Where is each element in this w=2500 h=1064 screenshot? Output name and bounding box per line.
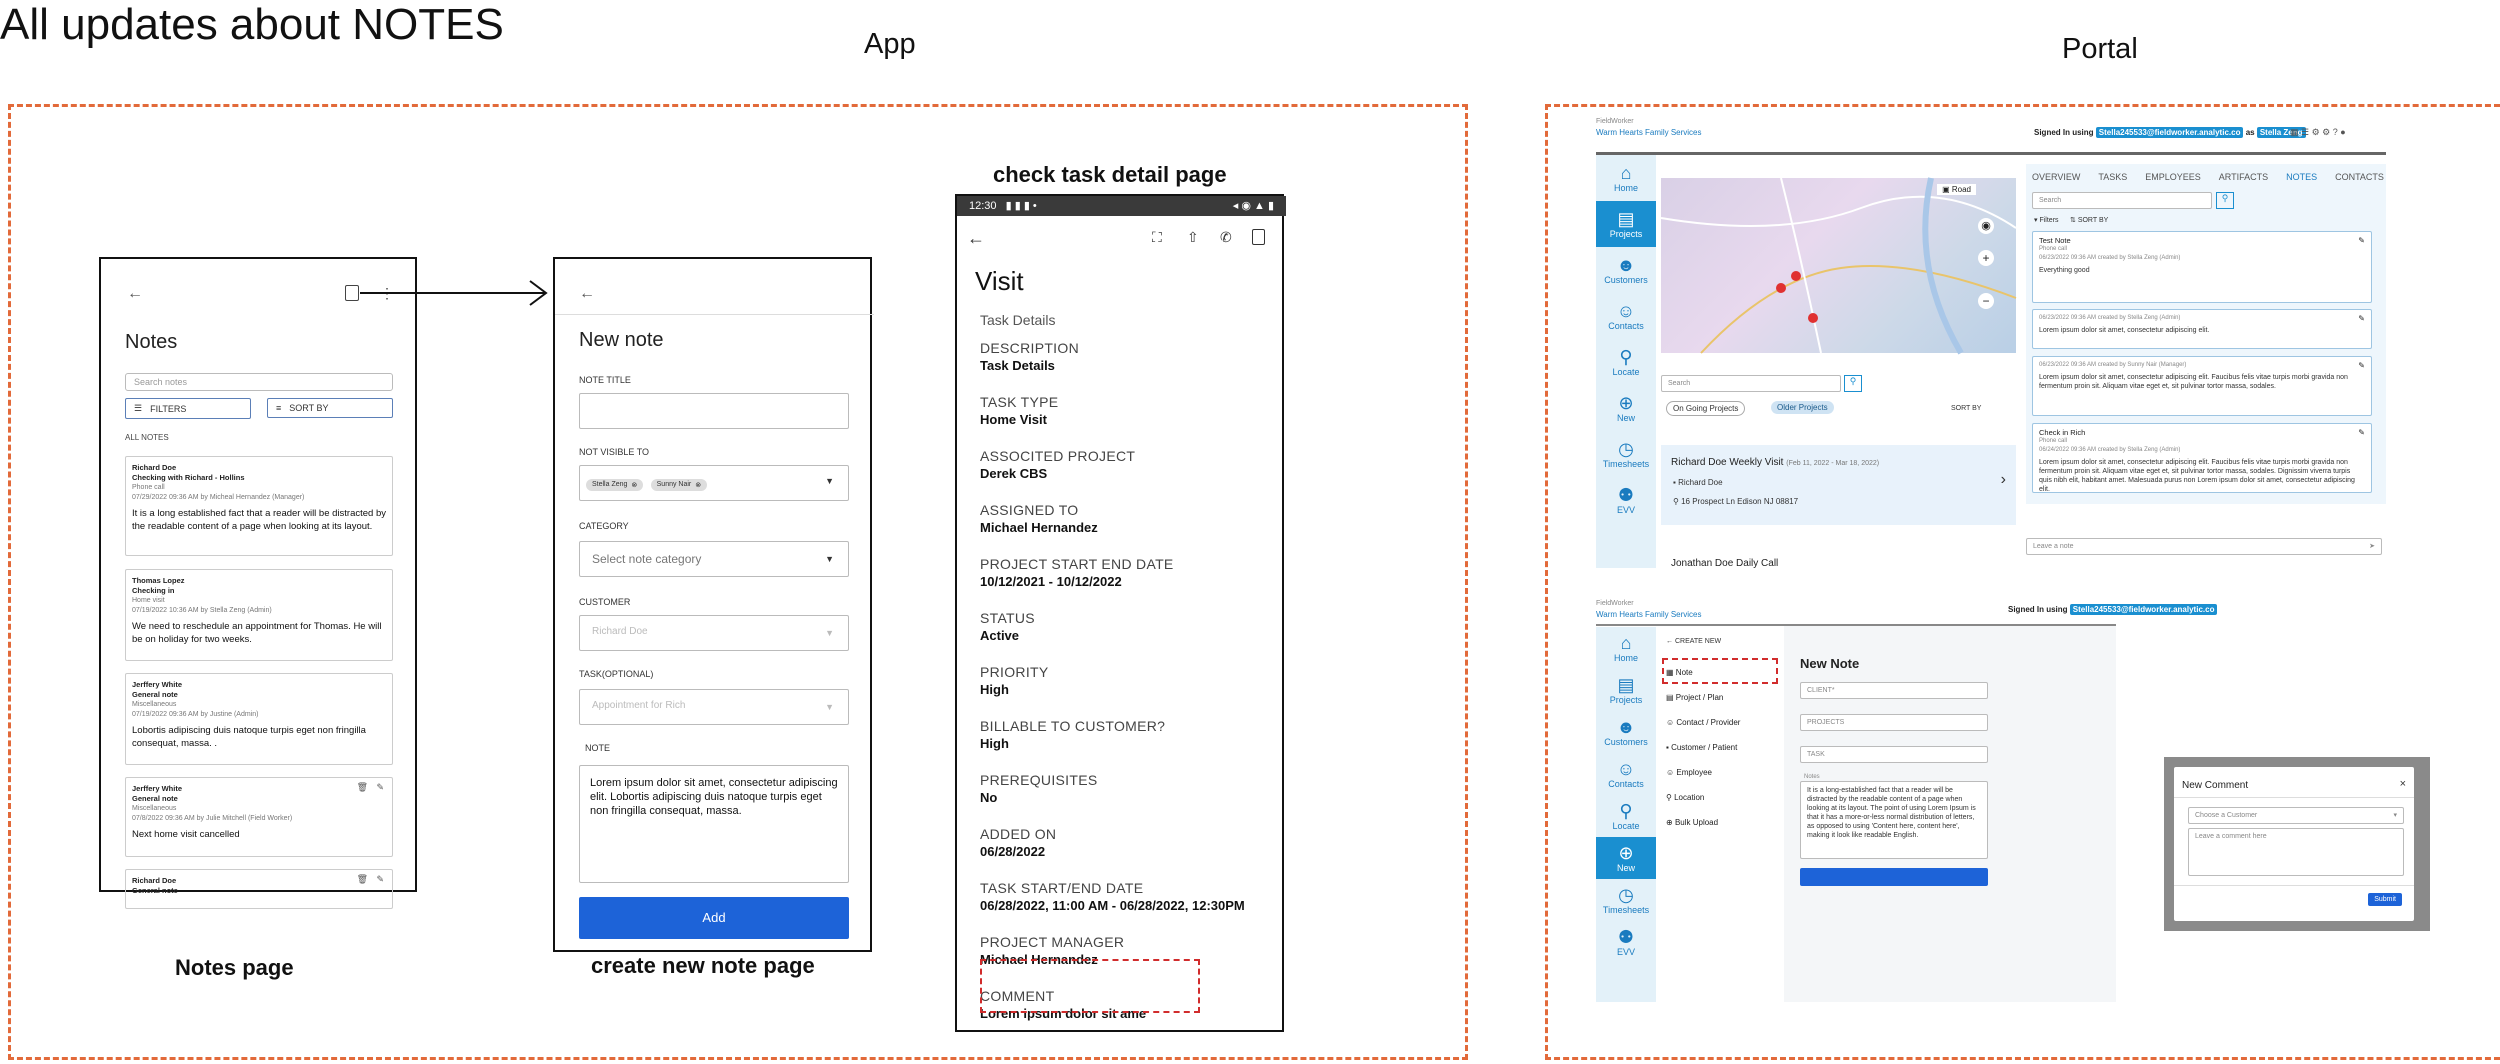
project-customer: ▪ Richard Doe [1673,478,1723,487]
create-menu [1666,660,1740,835]
brand: FieldWorker [1596,118,1634,125]
note-card[interactable]: Jerffery White General note Miscellaneous 07/19/2022 09:36 AM by Justine (Admin) Lobortis adipiscing duis natoque turpis eget non fringilla consequat, massa. . [125,673,393,765]
locate-icon: ⚲ [1619,347,1633,367]
customer-icon: ▪ [1666,743,1669,752]
not-visible-label: NOT VISIBLE TO [579,447,650,457]
visit-field-label: BILLABLE TO CUSTOMER? [980,718,1166,734]
new-note-caption: create new note page [591,953,815,978]
visit-field-label: TASK TYPE [980,394,1059,410]
tab-contacts[interactable]: CONTACTS [2335,172,2384,182]
new-note-heading: New note [579,329,664,351]
visit-field-label: ADDED ON [980,826,1057,842]
note-card[interactable]: Test Note Phone call 06/23/2022 09:36 AM created by Stella Zeng (Admin) Everything good ✎ [2032,231,2372,303]
visit-field-value: No [980,790,998,805]
tab-artifacts[interactable]: ARTIFACTS [2218,172,2269,182]
visit-field-value: Lorem ipsum dolor sit ame [980,1006,1147,1021]
comment-textarea[interactable]: Leave a comment here [2188,828,2404,876]
home-icon: ⌂ [1620,163,1632,183]
visit-field-value: Michael Hernandez [980,520,1098,535]
dropdown-caret-icon: ▾ [2393,812,2397,819]
note-label: NOTE [585,743,611,753]
visit-field-value: 06/28/2022 [980,844,1046,859]
plus-icon: ⊕ [1618,843,1634,863]
new-note-icon[interactable] [345,285,359,301]
filter-icon: ☰ [134,403,143,413]
visit-field-value: 10/12/2021 - 10/12/2022 [980,574,1122,589]
portal-section-title: Portal [2062,33,2138,65]
sidebar [1596,627,1656,1002]
locate-me-icon[interactable]: ◉ [1978,218,1994,234]
leave-note-input[interactable]: Leave a note ➤ [2026,538,2382,555]
customers-icon: ☻ [1616,255,1636,275]
remove-chip-icon[interactable]: ⊗ [631,481,638,489]
visit-field-value: 06/28/2022, 11:00 AM - 06/28/2022, 12:30PM [980,898,1245,913]
notes-phone [99,257,417,895]
create-new-header: ← CREATE NEW [1666,638,1722,645]
create-item-project[interactable]: ▤ Project / Plan [1666,693,1724,702]
portal-project-screen [1596,118,2386,568]
older-projects-toggle[interactable]: Older Projects [1771,401,1834,414]
task-label: TASK(OPTIONAL) [579,669,654,679]
note-card[interactable]: Check in Rich Phone call 06/24/2022 09:36 AM created by Stella Zeng (Admin) Lorem ipsum dolor sit amet, consectetur adipiscing elit. Faucibus felis vitae turpis morbi gravida non fermentum proin sit. Aliquam vitae eget et, sit pulvinar tortor massa, sodales. Dignissim viverra turpis quis nibh elit, habitant amet. Malesuada purus non Lorem ipsum dolor sit amet, consectetur adipiscing elit. ✎ [2032,423,2372,493]
sidebar-item-projects[interactable]: ▤ Projects [1596,201,1656,247]
status-bar: 12:30 ▮ ▮ ▮ • ◂ ◉ ▲ ▮ [957,196,1286,216]
home-icon: ⌂ [1620,633,1632,653]
category-select[interactable]: Select note category ▼ [579,541,849,577]
signed-in: Signed In using Stella245533@fieldworker.analytic.co [2008,605,2116,614]
sidebar-item-projects[interactable]: ▤ Projects [1596,669,1656,711]
upload-icon: ⊕ [1666,818,1673,827]
visit-field-label: PREREQUISITES [980,772,1098,788]
delete-icon[interactable]: 🗑 [356,782,368,792]
visit-field-value: Active [980,628,1020,643]
customer-select[interactable]: Richard Doe ▼ [579,615,849,651]
search-icon[interactable]: ⚲ [1844,375,1862,392]
dropdown-caret-icon: ▼ [825,554,834,564]
edit-icon[interactable]: ✎ [376,874,384,884]
new-note-icon[interactable] [1252,229,1265,245]
note-card[interactable]: 🗑 ✎ Jerffery White General note Miscellaneous 07/8/2022 09:36 AM by Julie Mitchell (Field Worker) Next home visit cancelled [125,777,393,857]
more-icon[interactable]: ⋮ [380,285,394,301]
note-title-label: NOTE TITLE [579,375,631,385]
modal-title: New Comment [2182,780,2249,791]
modal-backdrop [2164,757,2430,931]
note-card[interactable]: Thomas Lopez Checking in Home visit 07/19/2022 10:36 AM by Stella Zeng (Admin) We need to reschedule an appointment for Thomas. He will be on holiday for two weeks. [125,569,393,661]
visit-field-label: PROJECT START END DATE [980,556,1174,572]
visit-heading: Visit [975,266,1024,296]
map-icon[interactable]: ⛶ [1152,229,1162,245]
visit-field-label: PROJECT MANAGER [980,934,1125,950]
page-title: All updates about NOTES [0,0,504,49]
create-item-employee[interactable]: ☺ Employee [1666,768,1712,777]
visit-field-label: TASK START/END DATE [980,880,1144,896]
visit-field-value: Task Details [980,358,1055,373]
next-project-title: Jonathan Doe Daily Call [1671,558,1779,569]
notes-heading: Notes [125,331,178,353]
visit-field-label: STATUS [980,610,1035,626]
back-arrow-icon[interactable]: ← [579,285,595,302]
signal-icons: ◂ ◉ ▲ ▮ [1232,200,1274,212]
sort-button[interactable]: ⇅ SORT BY [2070,217,2109,224]
visit-field-value: High [980,682,1009,697]
add-button[interactable]: Add [579,897,849,939]
sidebar-item-customers[interactable]: ☻ Customers [1596,247,1656,293]
task-select[interactable]: TASK [1800,746,1988,763]
comment-highlight [980,959,1200,1013]
projects-icon: ▤ [1617,675,1635,695]
note-title-input[interactable] [579,393,849,429]
contact-icon: ☺ [1666,718,1675,727]
tab-notes[interactable]: NOTES [2286,172,2318,182]
phone-icon[interactable]: ✆ [1220,229,1232,245]
customers-icon: ☻ [1616,717,1636,737]
zoom-in-icon[interactable]: + [1978,250,1994,266]
all-notes-label: ALL NOTES [125,433,169,442]
visit-phone [955,194,1284,1032]
tab-overview[interactable]: OVERVIEW [2032,172,2081,182]
edit-icon[interactable]: ✎ [2358,314,2365,323]
new-note-phone [553,257,872,952]
plus-icon: ⊕ [1618,393,1634,413]
employee-icon: ☺ [1666,768,1675,777]
create-item-location[interactable]: ⚲ Location [1666,793,1705,802]
submit-button[interactable] [1800,868,1988,886]
visit-field-label: ASSIGNED TO [980,502,1079,518]
portal-create-screen [1596,600,2215,1002]
visit-field-label: COMMENT [980,988,1055,1004]
new-comment-modal [2174,767,2414,921]
tab-tasks[interactable]: TASKS [2098,172,2128,182]
project-card[interactable] [1661,445,2016,525]
edit-icon[interactable]: ✎ [2358,236,2365,245]
map-roads [1661,178,2016,353]
projects-icon: ▤ [1617,209,1635,229]
map[interactable] [1661,178,2016,353]
sidebar-item-evv[interactable]: ⚉ EVV [1596,921,1656,963]
not-visible-select[interactable] [579,465,849,501]
sidebar-item-customers[interactable]: ☻ Customers [1596,711,1656,753]
visit-field-label: DESCRIPTION [980,340,1079,356]
sidebar-item-new[interactable]: ⊕ New [1596,837,1656,879]
new-note-form-heading: New Note [1800,656,1860,671]
signed-in: Signed In using Stella245533@fieldworker.analytic.co as Stella Zeng [2034,128,2306,137]
divider [2174,797,2414,798]
map-type-button[interactable]: ▣ Road [1937,184,1976,195]
task-details-section: Task Details [980,312,1056,328]
notes-search-input[interactable]: Search [2032,192,2212,209]
brand: FieldWorker [1596,600,1634,607]
create-item-bulk-upload[interactable]: ⊕ Bulk Upload [1666,818,1719,827]
sidebar-item-locate[interactable]: ⚲ Locate [1596,795,1656,837]
back-arrow-icon[interactable]: ← [967,228,985,248]
dropdown-caret-icon: ▼ [825,476,834,486]
category-label: CATEGORY [579,521,629,531]
customer-select[interactable]: Choose a Customer ▾ [2188,807,2404,824]
visit-field-label: PRIORITY [980,664,1049,680]
note-card[interactable]: Richard Doe Checking with Richard - Hollins Phone call 07/29/2022 09:36 AM by Micheal Hernandez (Manager) It is a long established fact that a reader will be distracted by the readable content of a page when looking at its layout. [125,456,393,556]
contacts-icon: ☺ [1616,301,1636,321]
sidebar-item-home[interactable]: ⌂ Home [1596,627,1656,669]
zoom-out-icon[interactable]: − [1978,293,1994,309]
sidebar-item-timesheets[interactable]: ◷ Timesheets [1596,431,1656,477]
flow-arrow [360,280,560,310]
create-item-customer[interactable]: ▪ Customer / Patient [1666,743,1738,752]
sidebar-item-contacts[interactable]: ☺ Contacts [1596,293,1656,339]
pin-icon: ⚲ [1673,497,1679,506]
app-section-title: App [864,28,916,60]
pin-icon: ⚲ [1666,793,1672,802]
chip[interactable]: Stella Zeng ⊗ [586,479,643,491]
note-card[interactable]: 06/23/2022 09:36 AM created by Stella Zeng (Admin) Lorem ipsum dolor sit amet, consectetur adipiscing elit. ✎ [2032,309,2372,349]
org-select[interactable]: Warm Hearts Family Services [1596,610,1702,619]
contacts-icon: ☺ [1616,759,1636,779]
chevron-right-icon[interactable]: › [2000,471,2006,488]
sidebar-item-home[interactable]: ⌂ Home [1596,155,1656,201]
dropdown-caret-icon: ▼ [825,628,834,638]
edit-icon[interactable]: ✎ [376,782,384,792]
note-card[interactable]: 🗑 ✎ Richard Doe General note [125,869,393,909]
project-search-input[interactable]: Search [1661,375,1841,392]
task-select[interactable]: Appointment for Rich ▼ [579,689,849,725]
edit-icon[interactable]: ✎ [2358,361,2365,370]
sidebar-item-evv[interactable]: ⚉ EVV [1596,477,1656,523]
notes-label: Notes [1804,774,1820,780]
project-icon: ▤ [1666,693,1674,702]
locate-icon: ⚲ [1619,801,1633,821]
notes-textarea[interactable]: It is a long-established fact that a reader will be distracted by the readable content of a page when looking at its layout. The point of using Lorem Ipsum is that it has a more-or-less normal distribution of letters, as opposed to using 'Content here, content here', making it look like readable English. [1800,781,1988,859]
sidebar-item-contacts[interactable]: ☺ Contacts [1596,753,1656,795]
sidebar [1596,155,1656,568]
tab-employees[interactable]: EMPLOYEES [2145,172,2201,182]
notes-search-input[interactable]: Search notes [125,373,393,391]
customer-label: CUSTOMER [579,597,631,607]
ongoing-projects-toggle[interactable]: On Going Projects [1666,401,1745,416]
org-select[interactable]: Warm Hearts Family Services [1596,128,1702,137]
remove-chip-icon[interactable]: ⊗ [695,481,702,489]
client-select[interactable]: CLIENT* [1800,682,1988,699]
visit-field-value: High [980,736,1009,751]
search-icon[interactable]: ⚲ [2216,192,2234,209]
evv-icon: ⚉ [1617,485,1635,505]
dropdown-caret-icon: ▼ [825,702,834,712]
chip[interactable]: Sunny Nair ⊗ [651,479,708,491]
project-address: ⚲ 16 Prospect Ln Edison NJ 08817 [1673,497,1799,506]
sidebar-item-locate[interactable]: ⚲ Locate [1596,339,1656,385]
sort-button[interactable]: ≡ SORT BY [267,398,393,418]
back-arrow-icon[interactable]: ← [127,285,143,302]
note-icon: ▦ [1666,668,1674,677]
close-icon[interactable]: × [2399,778,2406,790]
tabs [2032,172,2384,182]
note-textarea[interactable]: Lorem ipsum dolor sit amet, consectetur adipiscing elit. Lobortis adipiscing duis natoque turpis eget non fringilla consequat, massa. [579,765,849,883]
edit-icon[interactable]: ✎ [2358,428,2365,437]
filters-button[interactable]: ▾ Filters [2034,217,2059,224]
clock-icon: ◷ [1618,439,1634,459]
project-sort[interactable]: SORT BY [1951,405,1982,412]
sort-icon: ≡ [276,403,282,413]
sidebar-item-timesheets[interactable]: ◷ Timesheets [1596,879,1656,921]
send-icon[interactable]: ➤ [2369,543,2375,550]
sidebar-item-new[interactable]: ⊕ New [1596,385,1656,431]
project-title: Richard Doe Weekly Visit [1671,457,1784,468]
task-detail-caption: check task detail page [993,162,1227,187]
create-item-contact[interactable]: ☺ Contact / Provider [1666,718,1741,727]
toolbar-icons[interactable]: ▦ ☰ ⚙ ⚙ ? ● [2290,127,2346,137]
filters-button[interactable]: ☰ FILTERS [125,398,251,419]
create-item-note[interactable]: ▦ Note [1666,668,1693,677]
submit-button[interactable]: Submit [2368,893,2402,906]
new-note-form [1784,626,2116,1002]
back-arrow-icon[interactable]: ← [1666,638,1675,645]
visit-field-label: ASSOCITED PROJECT [980,448,1136,464]
visit-field-value: Home Visit [980,412,1047,427]
projects-select[interactable]: PROJECTS [1800,714,1988,731]
notes-page-caption: Notes page [175,955,294,980]
customer-icon: ▪ [1673,478,1676,487]
notes-panel [2026,164,2386,504]
notification-icons: ▮ ▮ ▮ • [1005,200,1037,212]
delete-icon[interactable]: 🗑 [356,874,368,884]
divider [2174,885,2414,886]
clock-icon: ◷ [1618,885,1634,905]
divider [555,314,874,315]
evv-icon: ⚉ [1617,927,1635,947]
project-dates: (Feb 11, 2022 - Mar 18, 2022) [1786,460,1880,467]
top-bar [1596,152,2386,155]
upload-icon[interactable]: ⇧ [1187,229,1199,245]
note-card[interactable]: 06/23/2022 09:36 AM created by Sunny Nair (Manager) Lorem ipsum dolor sit amet, consectetur adipiscing elit. Faucibus felis vitae turpis morbi gravida non fermentum proin sit. Aliquam vitae eget et, sit pulvinar tortor massa, sodales. ✎ [2032,356,2372,416]
visit-field-value: Derek CBS [980,466,1048,481]
visit-field-value: Michael Hernandez [980,952,1098,967]
